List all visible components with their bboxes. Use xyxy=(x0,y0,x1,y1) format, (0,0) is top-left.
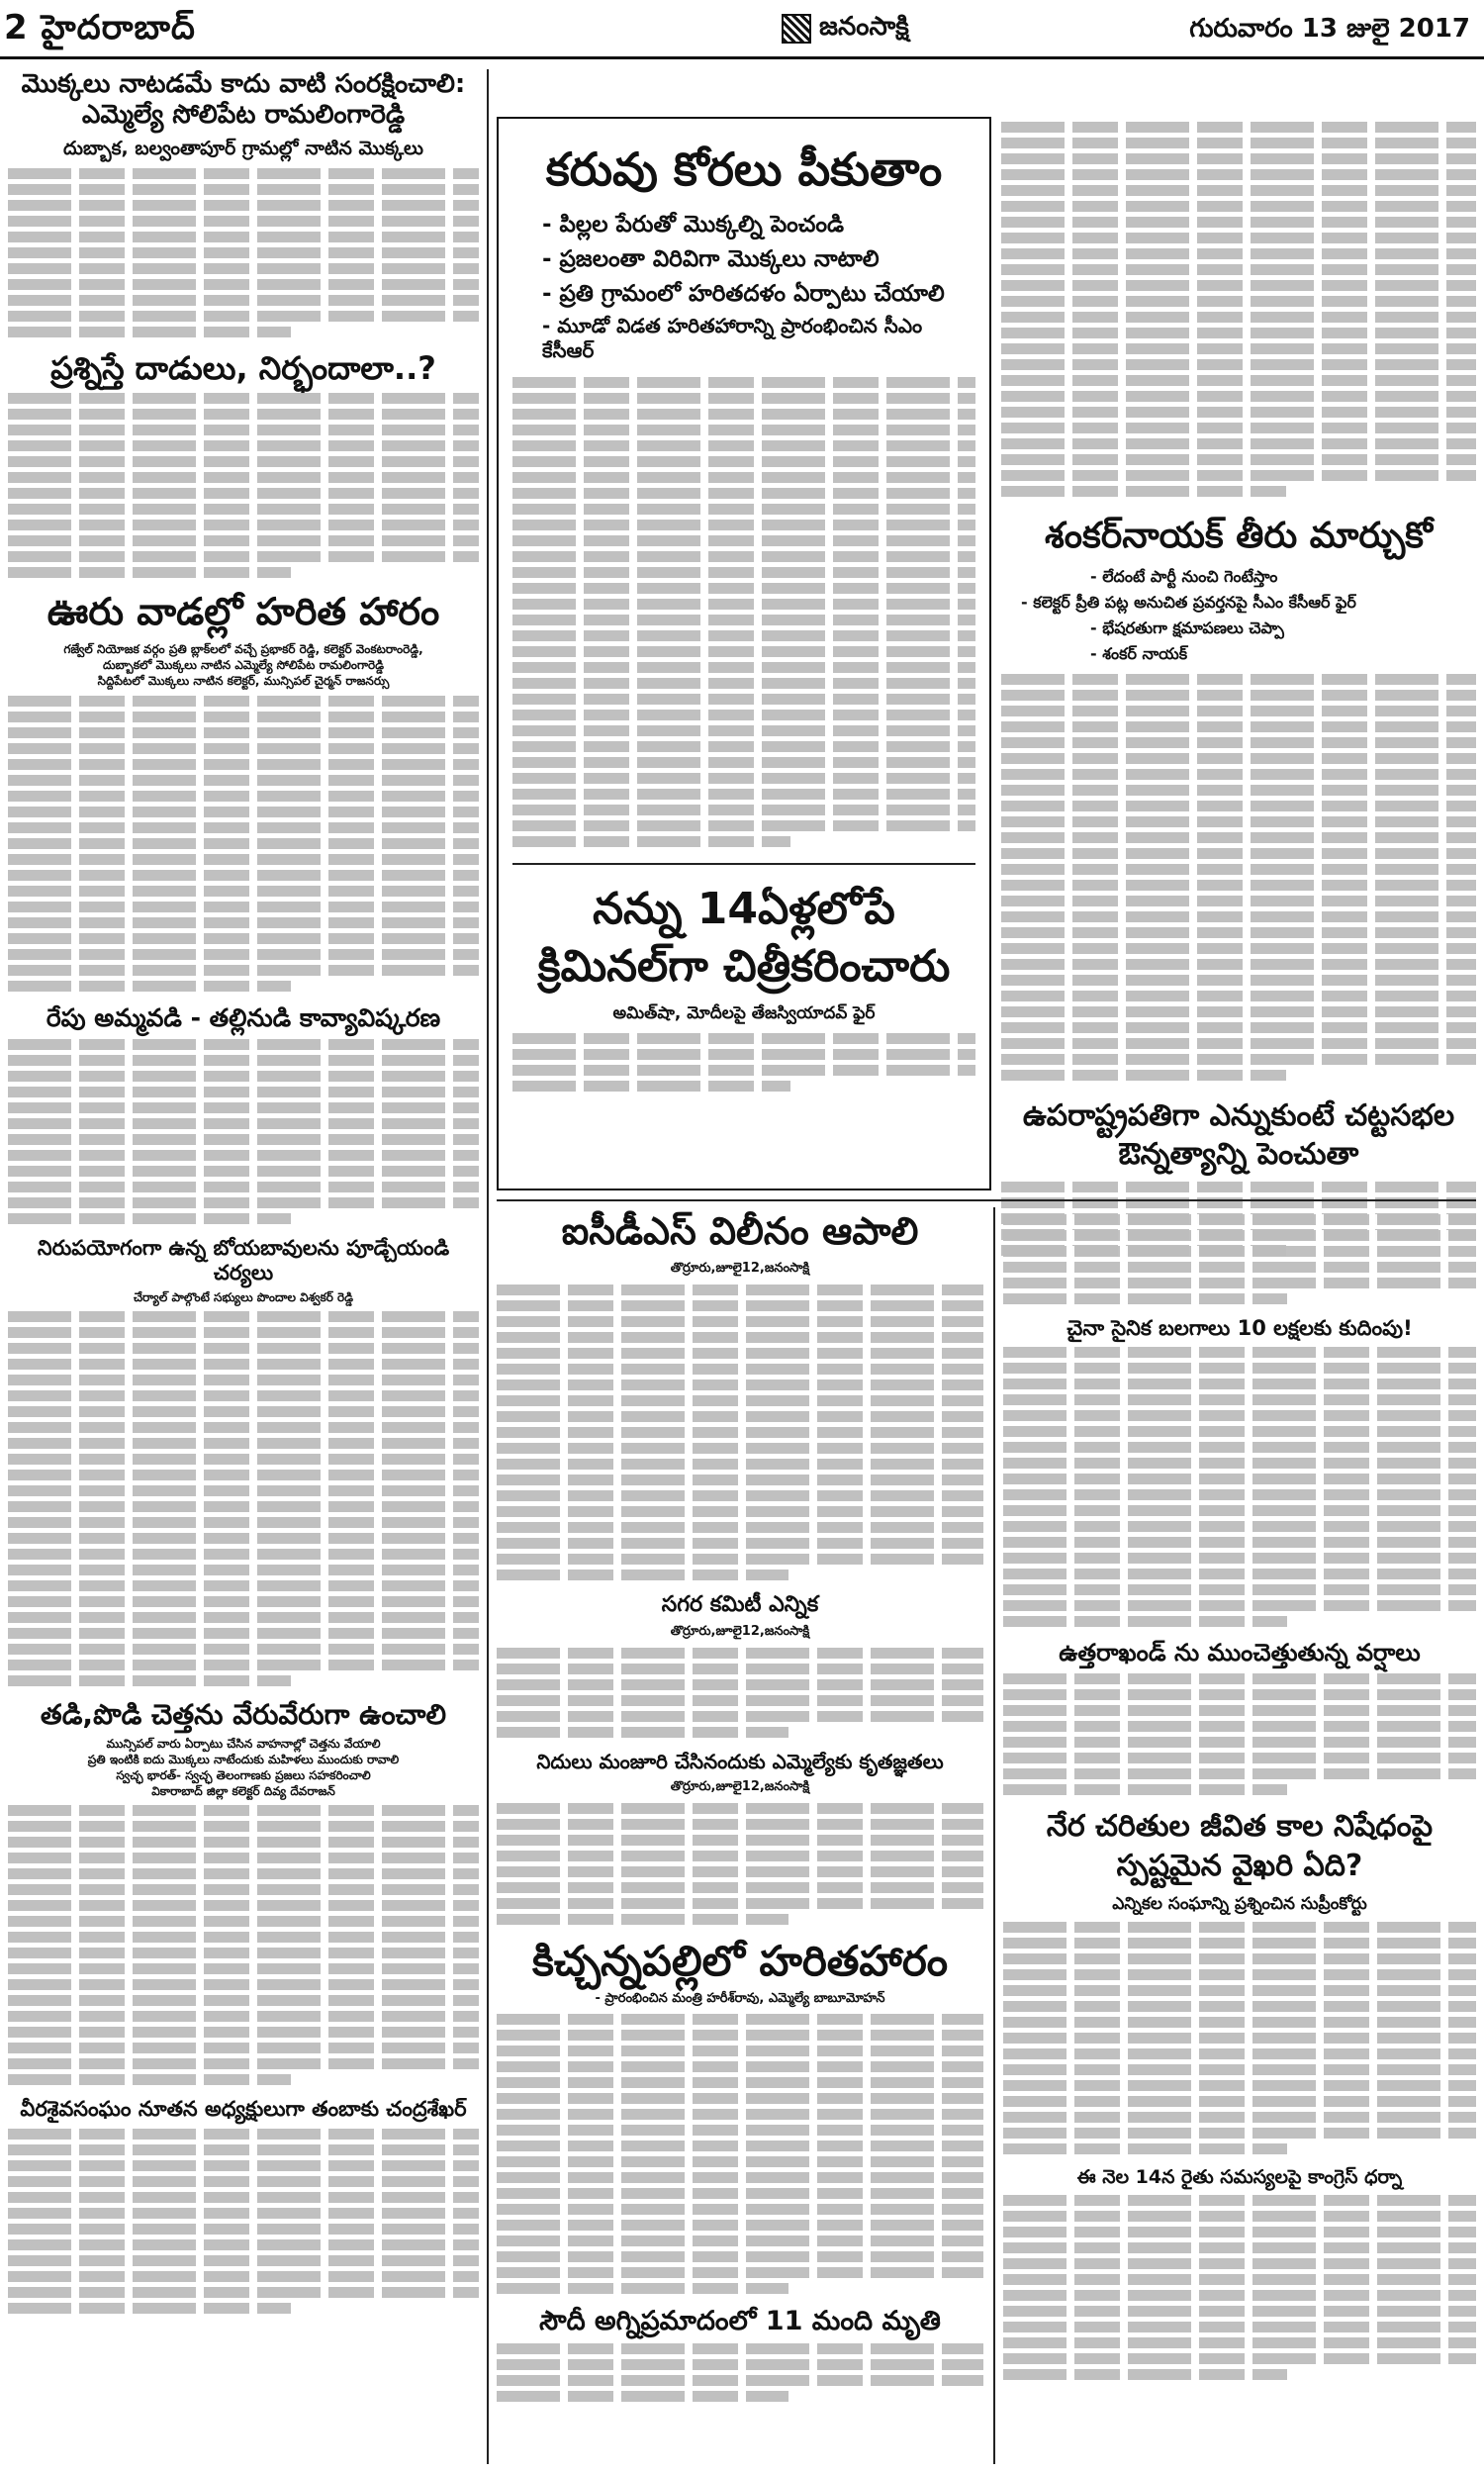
headline: వీరశైవసంఘం నూతన అధ్యక్షులుగా తంబాకు చంద్రశేఖర్ xyxy=(20,2097,467,2122)
shankar-body xyxy=(1001,674,1476,1081)
sagara-headline: సగర కమిటీ ఎన్నిక xyxy=(661,1591,819,1617)
subhead-1: మున్సిపల్ వారు ఏర్పాటు చేసిన వాహనాల్లో చెత్తను వేయాలి xyxy=(106,1736,381,1751)
uttarakhand-headline: ఉత్తరాఖండ్ ను ముంచెత్తుతున్న వర్షాలు xyxy=(1059,1639,1421,1667)
amit-subhead: అమిత్‌షా, మోదీలపై తేజస్వియాదవ్ ఫైర్ xyxy=(612,1002,876,1023)
china-body xyxy=(1003,1347,1476,1627)
middle-column-bottom xyxy=(497,1209,983,2407)
icds-dateline: తొర్రూరు,జూలై12,జనంసాక్షి xyxy=(670,1260,810,1276)
criminal-body xyxy=(1003,1922,1476,2154)
article-uttarakhand xyxy=(1003,1639,1476,1795)
column-divider xyxy=(487,69,489,2464)
lead-bullet-1: - పిల్లల పేరుతో మొక్కల్ని పెంచండి xyxy=(542,212,844,238)
icds-headline: ఐసీడీఎస్ విలీనం ఆపాలి xyxy=(561,1209,919,1253)
masthead xyxy=(0,0,1484,59)
criminal-subhead: ఎన్నికల సంఘాన్ని ప్రశ్నించిన సుప్రీంకోర్టు xyxy=(1112,1893,1367,1914)
shankar-bullet-2: - కలెక్టర్ ప్రీతి పట్ల అనుచిత ప్రవర్తనపై సీఎం కేసీఆర్ ఫైర్ xyxy=(1021,593,1356,613)
subhead-3: సిద్దిపేటలో మొక్కలు నాటిన కలెక్టర్, మున్సిపల్ చైర్మన్ రాజనర్సు xyxy=(97,674,390,689)
lead-body xyxy=(512,377,975,847)
article-shankar-nayak xyxy=(1001,515,1476,1081)
column-divider xyxy=(993,1207,995,2464)
china-headline: చైనా సైనిక బలగాలు 10 లక్షలకు కుదింపు! xyxy=(1067,1316,1413,1340)
shankar-bullet-3: - భేషరతుగా క్షమాపణలు చెప్పా xyxy=(1090,618,1284,638)
sagara-body xyxy=(497,1648,983,1738)
article-body xyxy=(8,393,479,578)
article-body xyxy=(8,2129,479,2314)
subhead-3: స్వచ్ఛ భారత్- స్వచ్ఛ తెలంగాణకు ప్రజలు సహకరించాలి xyxy=(116,1768,371,1783)
subhead-4: వికారాబాద్ జిల్లా కలెక్టర్ దివ్య దేవరాజన్ xyxy=(151,1784,335,1799)
article-icds xyxy=(497,1209,983,1580)
article-criminal-ban xyxy=(1003,1807,1476,2154)
article-china-army xyxy=(1003,1316,1476,1627)
headline: తడి,పొడి చెత్తను వేరువేరుగా ఉంచాలి xyxy=(40,1698,447,1732)
article-borewells xyxy=(8,1236,479,1687)
article-sagara xyxy=(497,1592,983,1738)
headline: రేపు అమ్మవడి - తల్లినుడి కావ్యావిష్కరణ xyxy=(46,1002,441,1032)
article-body-continued xyxy=(1001,122,1476,497)
kichanna-body xyxy=(497,2014,983,2294)
headline: ప్రశ్నిస్తే దాడులు, నిర్భందాలా..? xyxy=(50,349,436,388)
article-poetry-launch xyxy=(8,1003,479,1224)
shankar-bullets xyxy=(1001,567,1476,664)
uttarakhand-body xyxy=(1003,1673,1476,1795)
dharna-body xyxy=(1003,2195,1476,2380)
headline: ఊరు వాడల్లో హరిత హారం xyxy=(46,590,440,634)
article-garbage xyxy=(8,1698,479,2085)
article-saudi-fire xyxy=(497,2306,983,2402)
dharna-headline: ఈ నెల 14న రైతు సమస్యలపై కాంగ్రెస్ ధర్నా xyxy=(1076,2165,1403,2188)
headline: మొక్కలు నాటడమే కాదు వాటి సంరక్షించాలి: ఎమ్మెల్యే సోలిపేట రామలింగారెడ్డి xyxy=(21,69,466,131)
shankar-headline: శంకర్‌నాయక్ తీరు మార్చుకో xyxy=(1045,516,1433,556)
article-plant-care xyxy=(8,69,479,337)
saudi-headline: సౌదీ అగ్నిప్రమాదంలో 11 మంది మృతి xyxy=(539,2305,941,2336)
funds-dateline: తొర్రూరు,జూలై12,జనంసాక్షి xyxy=(670,1778,810,1794)
article-farmers-dharna xyxy=(1003,2166,1476,2380)
article-funds xyxy=(497,1750,983,1925)
criminal-headline: నేర చరితుల జీవిత కాల నిషేధంపై స్పష్టమైన వైఖరి ఏది? xyxy=(1046,1808,1434,1884)
article-body xyxy=(8,1805,479,2085)
icds-body xyxy=(497,1285,983,1580)
shankar-bullet-1: - లేదంటే పార్టీ నుంచి గెంటేస్తాం xyxy=(1090,567,1278,587)
funds-headline: నిదులు మంజూరి చేసినందుకు ఎమ్మెల్యేకు కృతజ్ఞతలు xyxy=(536,1749,944,1773)
article-body-continued xyxy=(1003,1214,1476,1304)
divider xyxy=(497,1199,1476,1201)
article-body xyxy=(8,1311,479,1686)
article-questions xyxy=(8,349,479,578)
sagara-dateline: తొర్రూరు,జూలై12,జనంసాక్షి xyxy=(670,1623,810,1639)
headline: నిరుపయోగంగా ఉన్న బోయబావులను పూడ్చేయండి చర్యలు xyxy=(37,1235,450,1285)
logo-icon xyxy=(782,14,811,44)
vp-headline: ఉపరాష్ట్రపతిగా ఎన్నుకుంటే చట్టసభల ఔన్నత్యాన్ని పెంచుతా xyxy=(1022,1098,1455,1173)
article-body xyxy=(8,168,479,337)
subhead-2: ప్రతి ఇంటికి ఐదు మొక్కలు నాటేందుకు మహిళలు ముందుకు రావాలి xyxy=(87,1752,400,1766)
subhead: దుబ్బాక, బల్వంతాపూర్ గ్రామల్లో నాటిన మొక్కలు xyxy=(62,138,423,160)
article-body xyxy=(8,696,479,992)
divider xyxy=(512,863,975,865)
lead-bullets xyxy=(512,211,975,363)
lead-headline: కరువు కోరలు పీకుతాం xyxy=(545,143,943,196)
subhead: చేర్యాల్ పాల్గొంటే సభ్యులు పొందాల విశ్వకర్ రెడ్డి xyxy=(133,1289,354,1304)
amit-headline: నన్ను 14ఏళ్లలోపే క్రిమినల్‌గా చిత్రీకరించారు xyxy=(537,884,951,992)
lead-bullet-3: - ప్రతి గ్రామంలో హరితదళం ఏర్పాటు చేయాలి xyxy=(542,280,945,307)
right-column-bottom xyxy=(1003,1209,1476,2385)
lead-bullet-4: - మూడో విడత హరితహారాన్ని ప్రారంభించిన సీఎం కేసీఆర్ xyxy=(542,314,923,363)
paper-name: జనంసాక్షి xyxy=(819,12,909,42)
article-haritha-haram-villages xyxy=(8,590,479,991)
amit-body xyxy=(512,1033,975,1092)
right-column-top xyxy=(1001,117,1476,1261)
kichanna-subhead: - ప్రారంభించిన మంత్రి హరీశ్‌రావు, ఎమ్మెల్యే బాబూమోహన్ xyxy=(595,1991,885,2007)
left-column xyxy=(8,69,479,2319)
subhead-1: గజ్వేల్ నియోజక వర్గం ప్రతి బ్లాక్‌లలో వచ్చే ప్రభాకర్ రెడ్డి, కలెక్టర్ వెంకటరాంరెడ్డి, xyxy=(63,642,423,656)
subhead-2: దుబ్బాకలో మొక్కలు నాటిన ఎమ్మెల్యే సోలిపేట రామలింగారెడ్డి xyxy=(102,658,384,673)
lead-bullet-2: - ప్రజలంతా విరివిగా మొక్కలు నాటాలి xyxy=(542,245,880,272)
article-kichannapalli xyxy=(497,1937,983,2294)
article-veerashaiva xyxy=(8,2097,479,2313)
kichanna-headline: కిచ్చన్నపల్లిలో హరితహారం xyxy=(531,1936,949,1985)
page-label: 2 హైదరాబాద్ xyxy=(4,8,196,48)
lead-story-box xyxy=(497,117,991,1190)
saudi-body xyxy=(497,2343,983,2402)
funds-body xyxy=(497,1803,983,1925)
article-amit-shah xyxy=(512,881,975,1091)
page-date: గురువారం 13 జులై 2017 xyxy=(1189,14,1470,44)
paper-logo xyxy=(782,12,979,46)
article-body xyxy=(8,1039,479,1224)
shankar-bullet-4: - శంకర్ నాయక్ xyxy=(1090,644,1188,664)
